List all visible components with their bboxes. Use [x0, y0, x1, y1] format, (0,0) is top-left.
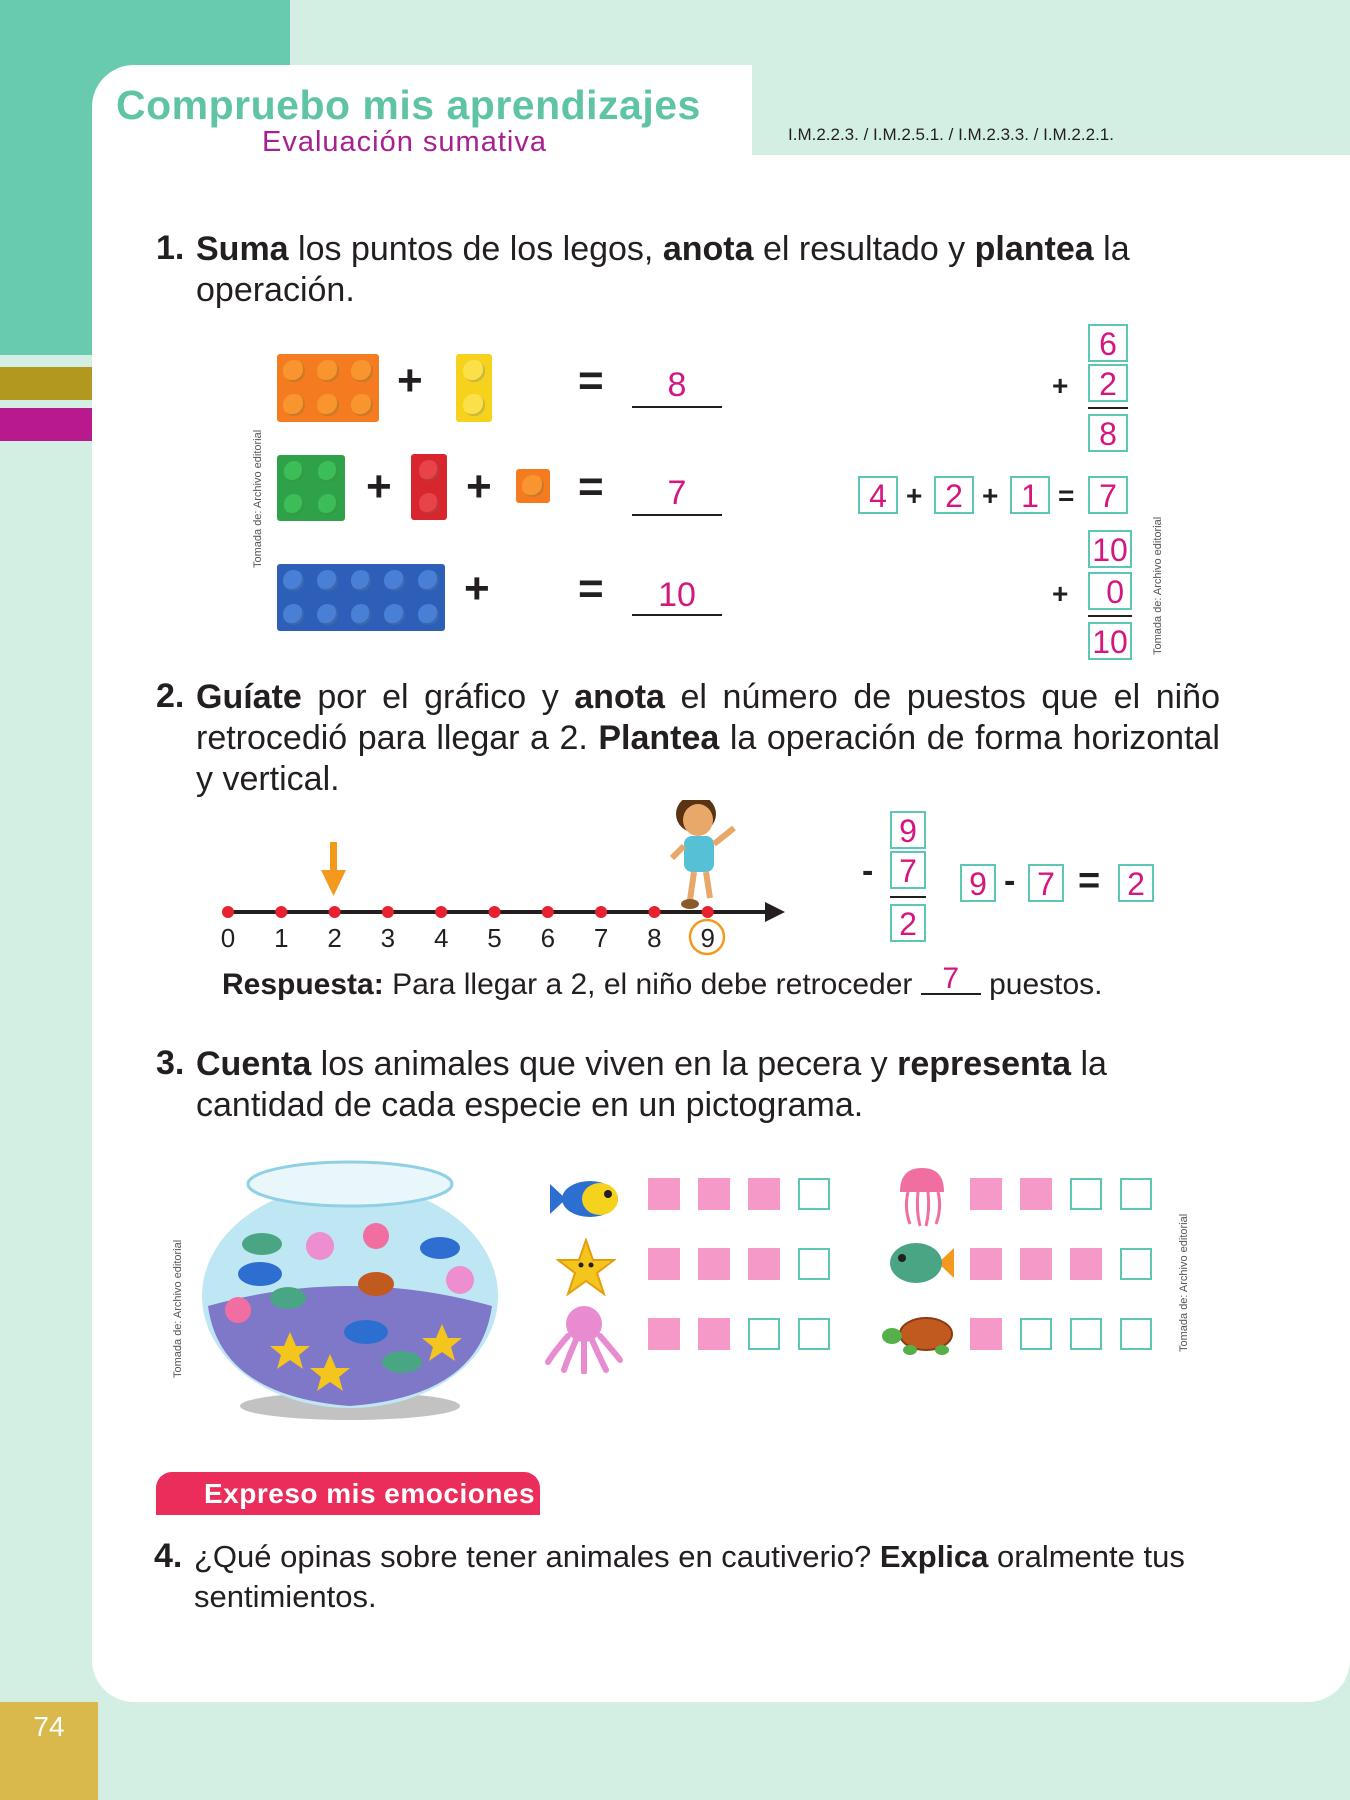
plus-sign: + — [464, 564, 490, 613]
plus-sign: + — [1052, 370, 1069, 401]
numberline-label: 4 — [433, 923, 449, 953]
plus-sign: + — [906, 480, 923, 511]
q2-horiz-a: 9 — [960, 864, 996, 902]
pictogram-square — [1020, 1248, 1052, 1280]
respuesta-after: puestos. — [989, 968, 1103, 1001]
pictogram-square — [648, 1318, 680, 1350]
plus-sign: + — [366, 462, 392, 511]
pictogram-square — [1120, 1248, 1152, 1280]
pictogram-square — [1020, 1318, 1052, 1350]
lego-stud — [351, 394, 372, 415]
q1-answer-3: 10 — [658, 576, 696, 614]
numberline-dot — [382, 906, 394, 918]
number-line — [210, 800, 790, 960]
q2-vert-top: 9 — [890, 811, 926, 849]
lego-stud — [318, 494, 338, 514]
lego-stud — [317, 360, 338, 381]
q1-horiz-a: 4 — [858, 476, 898, 514]
pictogram-square — [698, 1248, 730, 1280]
numberline-dot — [648, 906, 660, 918]
plus-sign: + — [1052, 578, 1069, 609]
picto-row-octopus — [648, 1318, 832, 1352]
lego-orange-1 — [516, 469, 550, 503]
q1-horiz-result: 7 — [1088, 476, 1128, 514]
numberline-label: 7 — [593, 923, 609, 953]
picto-row-turtle — [970, 1318, 1154, 1352]
pictogram-square — [1070, 1248, 1102, 1280]
equals-sign: = — [1058, 480, 1075, 511]
q2-vert-bottom: 7 — [890, 851, 926, 889]
picto-row-green-fish — [970, 1248, 1154, 1282]
lego-stud — [317, 604, 338, 625]
answer-line — [632, 406, 722, 408]
image-credit-1: Tomada de: Archivo editorial — [252, 429, 264, 568]
equals-sign: = — [578, 356, 604, 405]
lego-stud — [351, 570, 372, 591]
numberline-dot — [435, 906, 447, 918]
lego-stud — [284, 461, 304, 481]
lego-stud — [419, 460, 439, 480]
lego-stud — [463, 394, 484, 415]
picto-row-blue-fish — [648, 1178, 832, 1212]
q1-answer-1: 8 — [667, 366, 687, 404]
lego-stud — [463, 360, 484, 381]
q1-horiz-b: 2 — [934, 476, 974, 514]
plus-sign: + — [466, 462, 492, 511]
indicator-codes: I.M.2.2.3. / I.M.2.5.1. / I.M.2.3.3. / I.M.2.2.1. — [788, 125, 1114, 144]
page-number: 74 — [33, 1711, 65, 1742]
pictogram-square — [748, 1178, 780, 1210]
q1-horiz-c: 1 — [1010, 476, 1050, 514]
q2-number: 2. — [156, 677, 185, 715]
q4-text: ¿Qué opinas sobre tener animales en cautiverio? Explica oralmente tus sentimientos. — [194, 1539, 1185, 1614]
sub-line — [890, 896, 926, 898]
lego-stud — [283, 394, 304, 415]
pictogram-square — [698, 1178, 730, 1210]
respuesta-label: Respuesta: — [222, 968, 384, 1001]
turtle-icon — [880, 1312, 962, 1358]
lego-stud — [522, 475, 543, 496]
lego-stud — [384, 570, 405, 591]
respuesta-answer: 7 — [921, 965, 981, 995]
pictogram-square — [798, 1318, 830, 1350]
image-credit-4: Tomada de: Archivo editorial — [1178, 1213, 1190, 1352]
image-credit-3: Tomada de: Archivo editorial — [172, 1239, 184, 1378]
pictogram-square — [970, 1178, 1002, 1210]
lego-stud — [284, 494, 304, 514]
q3-text: Cuenta los animales que viven en la pecera y representa la cantidad de cada especie en un pictograma. — [196, 1045, 1107, 1124]
starfish-icon — [556, 1238, 616, 1298]
q2-respuesta — [222, 962, 1103, 1002]
emotions-banner: Expreso mis emociones — [156, 1472, 540, 1514]
equals-sign: = — [1078, 860, 1101, 902]
q1-number: 1. — [156, 229, 185, 267]
lego-stud — [419, 493, 439, 513]
pictogram-square — [1070, 1178, 1102, 1210]
pictogram-square — [748, 1248, 780, 1280]
q2-horiz-result: 2 — [1118, 864, 1154, 902]
lego-stud — [418, 570, 439, 591]
respuesta-before: Para llegar a 2, el niño debe retroceder — [392, 968, 913, 1001]
q4-number: 4. — [154, 1537, 183, 1575]
numberline-dot — [222, 906, 234, 918]
q2-horiz-b: 7 — [1028, 864, 1064, 902]
lego-green-4 — [277, 455, 345, 521]
lego-stud — [351, 604, 372, 625]
numberline-label: 2 — [327, 923, 342, 953]
q2-text: Guíate por el gráfico y anota el número de puestos que el niño retrocedió para llegar a 2. Plantea la operación de forma horizontal y vertical. — [196, 678, 1220, 798]
pictogram-square — [798, 1178, 830, 1210]
octopus-icon — [544, 1302, 624, 1374]
numberline-label: 9 — [700, 923, 715, 953]
emotions-rule — [156, 1512, 540, 1515]
fishbowl-image — [190, 1156, 520, 1422]
minus-sign: - — [1004, 862, 1016, 900]
minus-sign: - — [862, 852, 874, 890]
q1-vertA-bottom: 2 — [1088, 364, 1128, 402]
q1-vertB-top: 10 — [1088, 530, 1132, 568]
numberline-dot — [702, 906, 714, 918]
pictogram-square — [748, 1318, 780, 1350]
page-title: Compruebo mis aprendizajes — [116, 82, 701, 128]
pictogram-square — [698, 1318, 730, 1350]
sum-line — [1088, 615, 1132, 617]
green-fish-icon — [886, 1236, 956, 1290]
pictogram-square — [798, 1248, 830, 1280]
numberline-label: 8 — [647, 923, 662, 953]
lego-stud — [351, 360, 372, 381]
picto-row-starfish — [648, 1248, 832, 1282]
boy-figure — [672, 800, 734, 909]
q1-answer-2: 7 — [667, 474, 687, 512]
sum-line — [1088, 407, 1128, 409]
lego-red-2 — [411, 454, 447, 520]
lego-stud — [283, 570, 304, 591]
blue-fish-icon — [548, 1174, 624, 1224]
pictogram-square — [648, 1178, 680, 1210]
image-credit-2: Tomada de: Archivo editorial — [1152, 516, 1164, 655]
lego-stud — [384, 604, 405, 625]
lego-orange-6 — [277, 354, 379, 422]
numberline-label: 3 — [380, 923, 396, 953]
q1-vertA-top: 6 — [1088, 324, 1128, 362]
q1-vertB-result: 10 — [1088, 622, 1132, 660]
pictogram-square — [648, 1248, 680, 1280]
equals-sign: = — [578, 564, 604, 613]
picto-row-jellyfish — [970, 1178, 1154, 1212]
q1-vertB-bottom: 0 — [1088, 572, 1132, 610]
lego-stud — [283, 604, 304, 625]
page-subtitle: Evaluación sumativa — [262, 126, 547, 158]
jellyfish-icon — [896, 1164, 948, 1228]
numberline-dot — [275, 906, 287, 918]
q3-number: 3. — [156, 1044, 185, 1082]
numberline-label: 5 — [487, 923, 502, 953]
lego-yellow-2 — [456, 354, 492, 422]
pictogram-square — [1120, 1318, 1152, 1350]
lego-stud — [317, 394, 338, 415]
pictogram-square — [970, 1318, 1002, 1350]
plus-sign: + — [397, 356, 423, 405]
numberline-label: 1 — [274, 923, 289, 953]
magenta-stripe — [0, 408, 92, 441]
lego-stud — [317, 570, 338, 591]
pictogram-square — [1020, 1178, 1052, 1210]
answer-line — [632, 514, 722, 516]
pictogram-square — [1120, 1178, 1152, 1210]
numberline-dot — [489, 906, 501, 918]
lego-stud — [318, 461, 338, 481]
q1-text: Suma los puntos de los legos, anota el resultado y plantea la operación. — [196, 230, 1130, 309]
olive-stripe — [0, 367, 92, 400]
lego-stud — [283, 360, 304, 381]
answer-line — [632, 614, 722, 616]
q1-vertA-result: 8 — [1088, 414, 1128, 452]
numberline-dot — [542, 906, 554, 918]
lego-stud — [418, 604, 439, 625]
numberline-label: 6 — [540, 923, 556, 953]
equals-sign: = — [578, 462, 604, 511]
numberline-dot — [329, 906, 341, 918]
numberline-label: 0 — [220, 923, 236, 953]
numberline-dot — [595, 906, 607, 918]
plus-sign: + — [982, 480, 999, 511]
pictogram-square — [970, 1248, 1002, 1280]
lego-blue-10 — [277, 564, 445, 631]
q2-vert-result: 2 — [890, 904, 926, 942]
pictogram-square — [1070, 1318, 1102, 1350]
